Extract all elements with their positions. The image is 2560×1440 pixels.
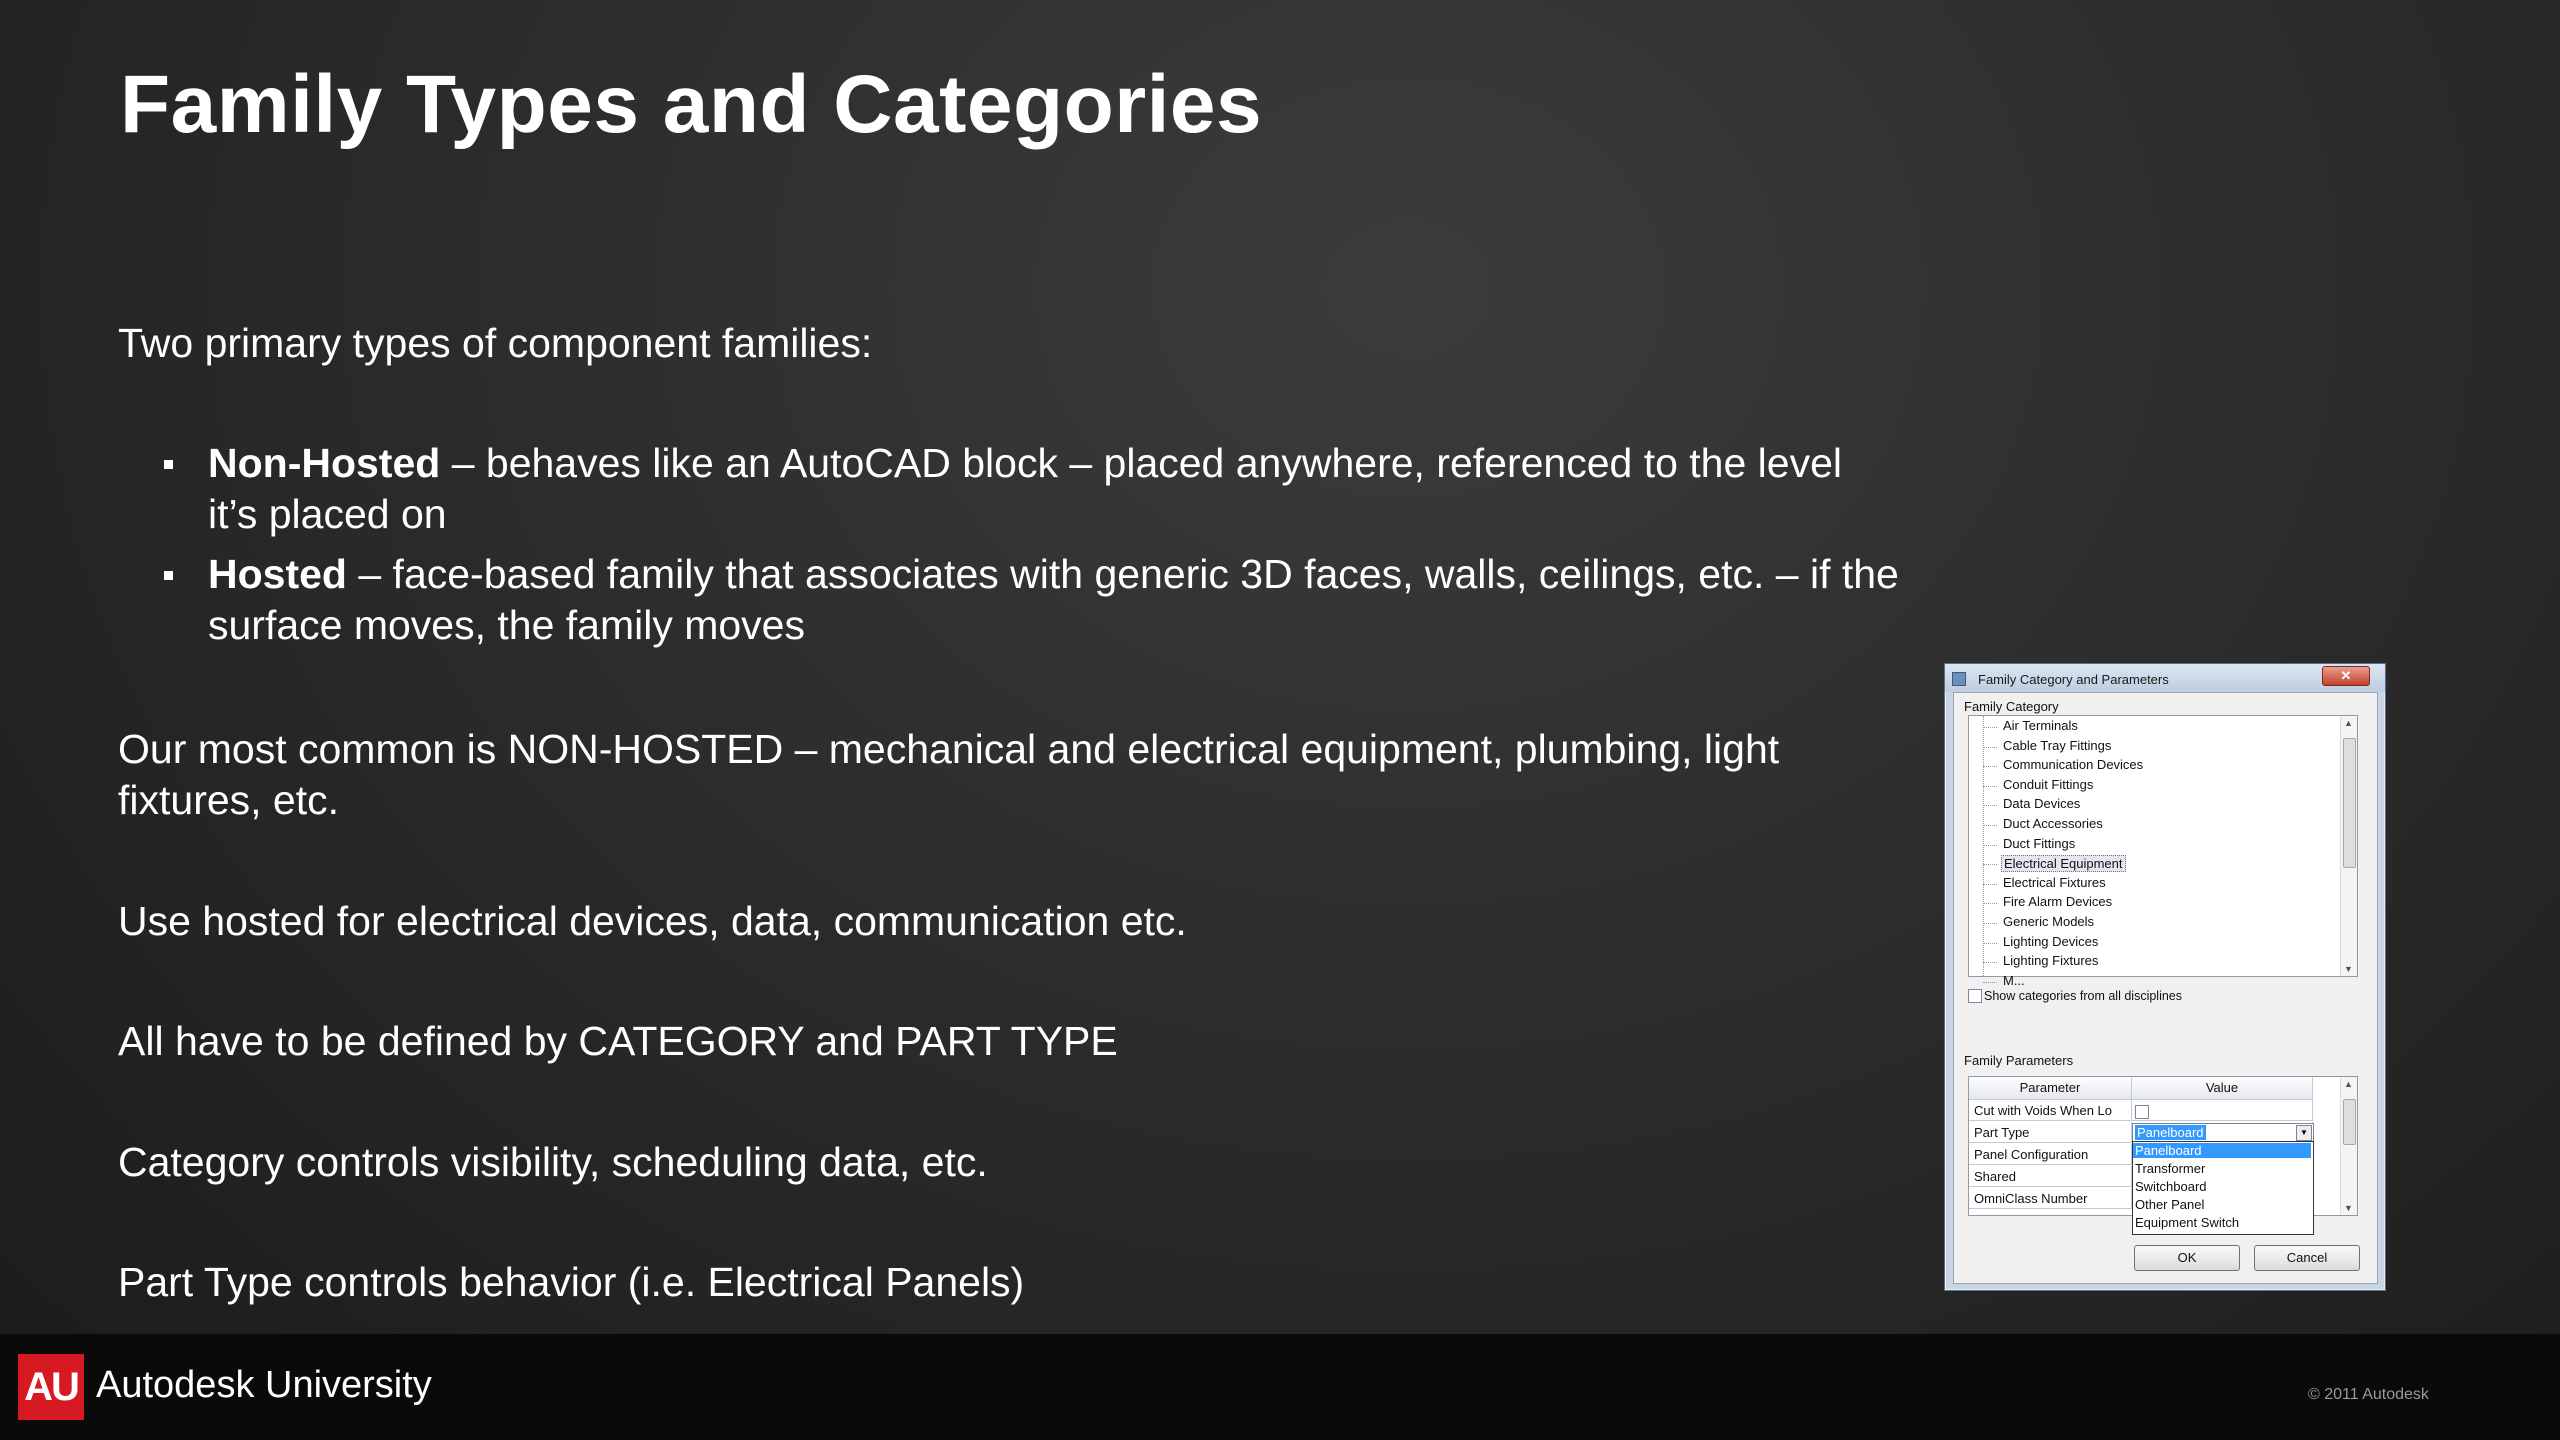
cut-with-voids-checkbox[interactable] (2135, 1105, 2149, 1119)
bullet-marker-icon (164, 571, 173, 580)
slide-title: Family Types and Categories (120, 59, 1263, 150)
part-type-option[interactable]: Transformer (2135, 1161, 2206, 1176)
scroll-thumb[interactable] (2343, 738, 2356, 868)
tree-tick (1983, 903, 1997, 904)
tree-tick (1983, 766, 1997, 767)
tree-tick (1983, 786, 1997, 787)
bullet-marker-icon (164, 460, 173, 469)
part-type-combo[interactable] (2132, 1123, 2314, 1143)
bullet-term: Non-Hosted (208, 440, 441, 486)
tree-tick (1983, 864, 1997, 865)
bullet-text-cont: surface moves, the family moves (208, 602, 805, 648)
tree-tick (1983, 923, 1997, 924)
scroll-down-icon[interactable]: ▼ (2344, 964, 2353, 974)
parameters-table (1968, 1076, 2358, 1230)
footer-bar (0, 1334, 2560, 1440)
part-type-option[interactable]: Switchboard (2135, 1179, 2207, 1194)
parameter-value[interactable] (2132, 1100, 2313, 1121)
category-item[interactable]: Fire Alarm Devices (2003, 894, 2113, 910)
dialog-titlebar (1945, 664, 2385, 692)
category-item[interactable]: Communication Devices (2003, 757, 2144, 773)
tree-tick (1983, 845, 1997, 846)
au-logo: AU (18, 1354, 84, 1420)
part-type-value: Panelboard (2137, 1125, 2204, 1140)
bullet-hosted (160, 549, 2000, 651)
tree-tick (1983, 805, 1997, 806)
bullet-non-hosted (160, 438, 2000, 540)
bullet-term: Hosted (208, 551, 347, 597)
intro-text: Two primary types of component families: (118, 320, 873, 366)
category-item[interactable]: Electrical Fixtures (2003, 874, 2106, 890)
parameter-name[interactable]: Panel Configuration (1969, 1144, 2132, 1165)
paragraph-line: Our most common is NON-HOSTED – mechanical and electrical equipment, plumbing, light (118, 726, 1780, 772)
dialog-title: Family Category and Parameters (1978, 672, 2169, 687)
paragraph-hosted-use: Use hosted for electrical devices, data, communication etc. (118, 898, 1187, 944)
category-item[interactable]: Duct Accessories (2003, 816, 2103, 831)
tree-tick (1983, 727, 1997, 728)
parameter-name[interactable]: Part Type (1969, 1122, 2132, 1143)
parameter-name[interactable]: Cut with Voids When Lo (1969, 1100, 2132, 1121)
part-type-option[interactable]: Panelboard (2133, 1143, 2311, 1158)
close-button[interactable]: ✕ (2322, 666, 2370, 686)
scroll-up-icon[interactable]: ▲ (2344, 1079, 2353, 1089)
tree-tick (1983, 962, 1997, 963)
scroll-thumb[interactable] (2343, 1099, 2356, 1145)
bullet-text: – behaves like an AutoCAD block – placed anywhere, referenced to the level (440, 440, 1842, 486)
tree-tick (1983, 943, 1997, 944)
bullet-text: – face-based family that associates with generic 3D faces, walls, ceilings, etc. – if the (346, 551, 1899, 597)
paragraph-category-part-type: All have to be defined by CATEGORY and PART TYPE (118, 1018, 1118, 1064)
category-item[interactable]: M... (2003, 972, 2025, 988)
part-type-option[interactable]: Equipment Switch (2135, 1215, 2240, 1230)
show-all-checkbox[interactable] (1968, 989, 1982, 1003)
copyright: © 2011 Autodesk (2308, 1386, 2429, 1403)
bullet-text-cont: it’s placed on (208, 491, 447, 537)
category-item[interactable]: Electrical Equipment (2001, 855, 2126, 872)
dialog-body (1953, 692, 2378, 1284)
part-type-dropdown (2132, 1141, 2314, 1235)
paragraph-category-controls: Category controls visibility, scheduling data, etc. (118, 1139, 988, 1185)
category-item[interactable]: Data Devices (2003, 796, 2081, 812)
category-item[interactable]: Lighting Fixtures (2003, 953, 2099, 969)
category-scrollbar[interactable] (2340, 716, 2357, 976)
parameter-header[interactable]: Parameter (1969, 1077, 2132, 1100)
parameter-name[interactable]: Shared (1969, 1166, 2132, 1187)
family-parameters-label: Family Parameters (1964, 1053, 2074, 1068)
bullet-list (160, 438, 2000, 660)
tree-tick (1983, 747, 1997, 748)
paragraph-line: fixtures, etc. (118, 777, 340, 823)
tree-line (1983, 716, 1985, 976)
paragraph-non-hosted-common (118, 724, 1918, 826)
category-item[interactable]: Duct Fittings (2003, 835, 2076, 851)
value-header[interactable]: Value (2132, 1077, 2313, 1100)
scroll-up-icon[interactable]: ▲ (2344, 718, 2353, 728)
category-item[interactable]: Conduit Fittings (2003, 776, 2094, 792)
parameters-scrollbar[interactable] (2340, 1077, 2357, 1215)
show-all-label: Show categories from all disciplines (1984, 989, 2183, 1003)
app-icon (1952, 672, 1966, 686)
scroll-down-icon[interactable]: ▼ (2344, 1203, 2353, 1213)
paragraph-part-type-controls: Part Type controls behavior (i.e. Electrical Panels) (118, 1259, 1025, 1305)
part-type-option[interactable]: Other Panel (2135, 1197, 2205, 1212)
ok-button[interactable]: OK (2134, 1245, 2240, 1271)
chevron-down-icon[interactable]: ▼ (2296, 1125, 2312, 1141)
category-item[interactable]: Air Terminals (2003, 718, 2078, 733)
category-item[interactable]: Lighting Devices (2003, 933, 2099, 949)
brand-name: Autodesk University (96, 1364, 432, 1406)
family-category-label: Family Category (1964, 699, 2059, 714)
cancel-button[interactable]: Cancel (2254, 1245, 2360, 1271)
category-list[interactable] (1968, 715, 2358, 988)
tree-tick (1983, 884, 1997, 885)
parameter-name[interactable]: OmniClass Number (1969, 1188, 2132, 1209)
tree-tick (1983, 825, 1997, 826)
tree-tick (1983, 982, 1997, 983)
category-item[interactable]: Generic Models (2003, 914, 2095, 929)
category-item[interactable]: Cable Tray Fittings (2003, 737, 2112, 753)
family-category-dialog (1944, 663, 2386, 1291)
